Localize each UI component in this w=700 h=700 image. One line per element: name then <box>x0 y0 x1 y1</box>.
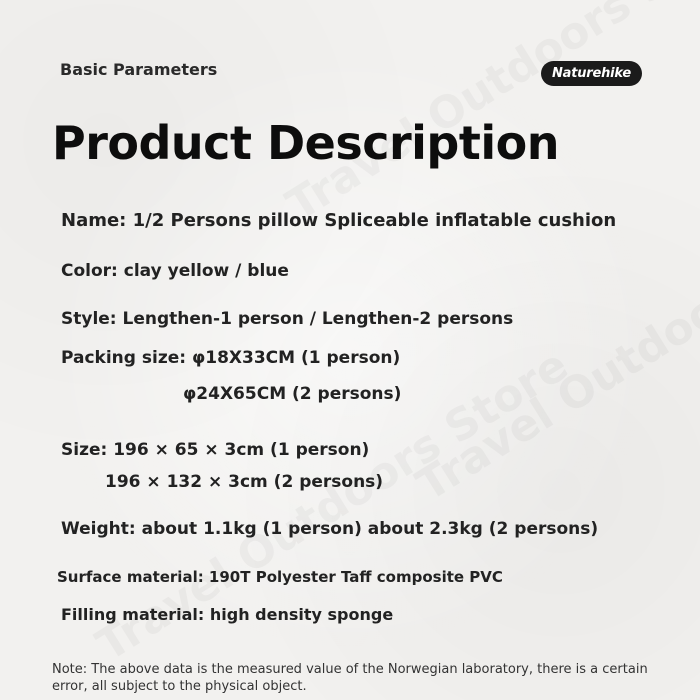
page-title: Product Description <box>52 116 559 170</box>
spec-name: Name: 1/2 Persons pillow Spliceable inflatable cushion <box>61 210 617 231</box>
spec-weight: Weight: about 1.1kg (1 person) about 2.3kg (2 persons) <box>61 519 599 539</box>
spec-size-2: 196 × 132 × 3cm (2 persons) <box>105 472 384 492</box>
section-label: Basic Parameters <box>60 60 218 79</box>
brand-logo-badge: Naturehike <box>541 61 642 86</box>
spec-size: Size: 196 × 65 × 3cm (1 person) <box>61 440 370 460</box>
spec-packing-size-2: φ24X65CM (2 persons) <box>183 384 402 404</box>
disclaimer-note: Note: The above data is the measured value of the Norwegian laboratory, there is a certain error, all subject to the physical object. <box>52 662 648 694</box>
spec-packing-size: Packing size: φ18X33CM (1 person) <box>61 348 401 368</box>
spec-surface-material: Surface material: 190T Polyester Taff composite PVC <box>57 568 503 586</box>
spec-filling-material: Filling material: high density sponge <box>61 605 394 624</box>
spec-style: Style: Lengthen-1 person / Lengthen-2 persons <box>61 309 514 329</box>
spec-color: Color: clay yellow / blue <box>61 261 289 281</box>
